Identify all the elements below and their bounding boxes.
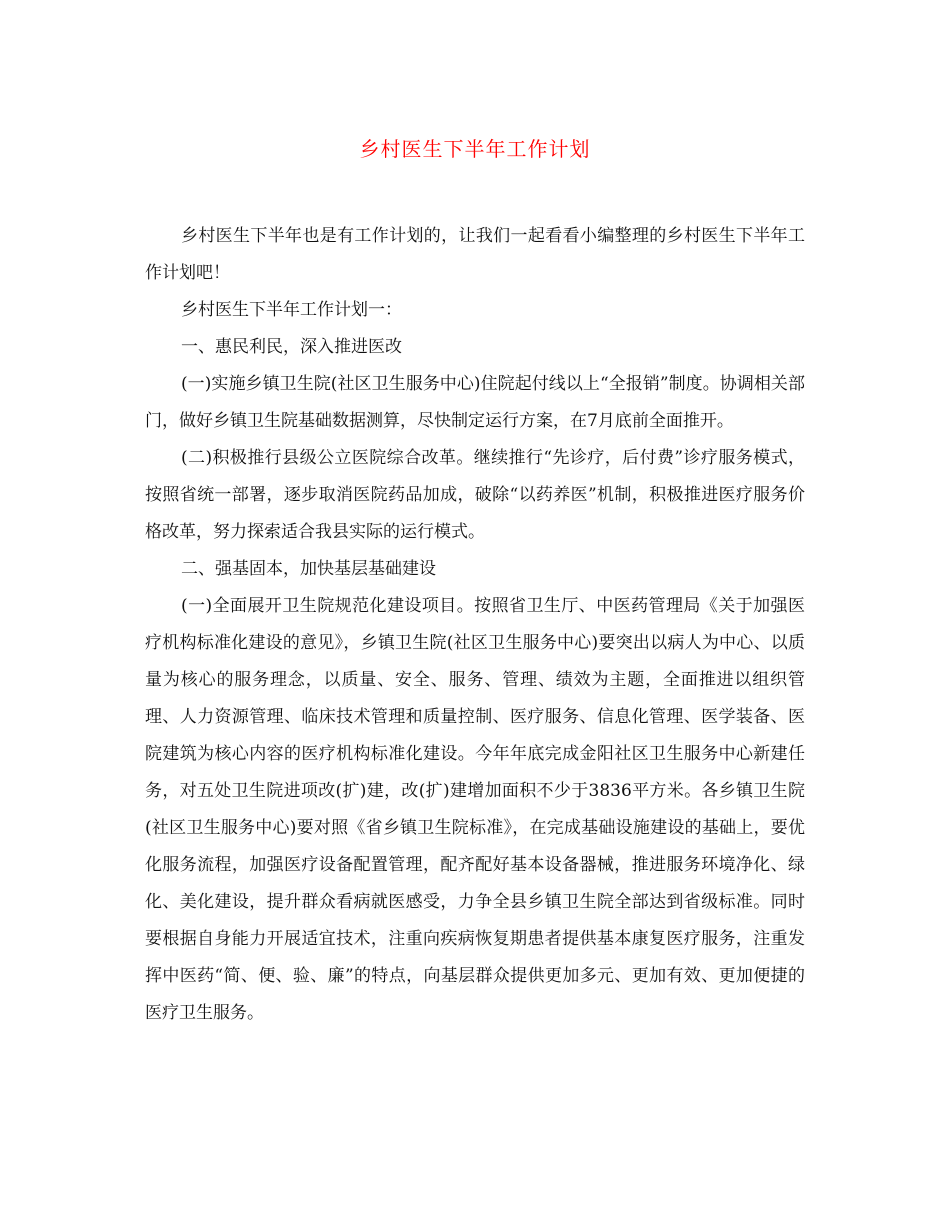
section-two-item-1: (一)全面展开卫生院规范化建设项目。按照省卫生厅、中医药管理局《关于加强医疗机构标准化建设的意见》，乡镇卫生院(社区卫生服务中心)要突出以病人为中心、以质量为核心的服务理念，以质量、安全、服务、管理、绩效为主题，全面推进以组织管理、人力资源管理、临床技术管理和质量控制、医疗服务、信息化管理、医学装备、医院建筑为核心内容的医疗机构标准化建设。今年年底完成金阳社区卫生服务中心新建任务，对五处卫生院进项改(扩)建，改(扩)建增加面积不少于3836平方米。各乡镇卫生院(社区卫生服务中心)要对照《省乡镇卫生院标准》，在完成基础设施建设的基础上，要优化服务流程，加强医疗设备配置管理，配齐配好基本设备器械，推进服务环境净化、绿化、美化建设，提升群众看病就医感受，力争全县乡镇卫生院全部达到省级标准。同时要根据自身能力开展适宜技术，注重向疾病恢复期患者提供基本康复医疗服务，注重发挥中医药“简、便、验、廉”的特点，向基层群众提供更加多元、更加有效、更加便捷的医疗卫生服务。 (145, 596, 805, 1023)
section-one-item-1: (一)实施乡镇卫生院(社区卫生服务中心)住院起付线以上“全报销”制度。协调相关部门，做好乡镇卫生院基础数据测算，尽快制定运行方案，在7月底前全面推开。 (145, 374, 805, 431)
section-one-heading: 一、惠民利民，深入推进医改 (181, 337, 402, 357)
plan-one-heading: 乡村医生下半年工作计划一： (181, 300, 402, 320)
intro-paragraph: 乡村医生下半年也是有工作计划的，让我们一起看看小编整理的乡村医生下半年工作计划吧！ (145, 226, 805, 283)
section-two-heading: 二、强基固本，加快基层基础建设 (181, 559, 436, 579)
section-one-item-2: (二)积极推行县级公立医院综合改革。继续推行“先诊疗，后付费”诊疗服务模式，按照省统一部署，逐步取消医院药品加成，破除“以药养医”机制，积极推进医疗服务价格改革，努力探索适合我县实际的运行模式。 (145, 448, 805, 542)
page-title: 乡村医生下半年工作计划 (359, 137, 591, 161)
document-body (145, 218, 805, 1032)
